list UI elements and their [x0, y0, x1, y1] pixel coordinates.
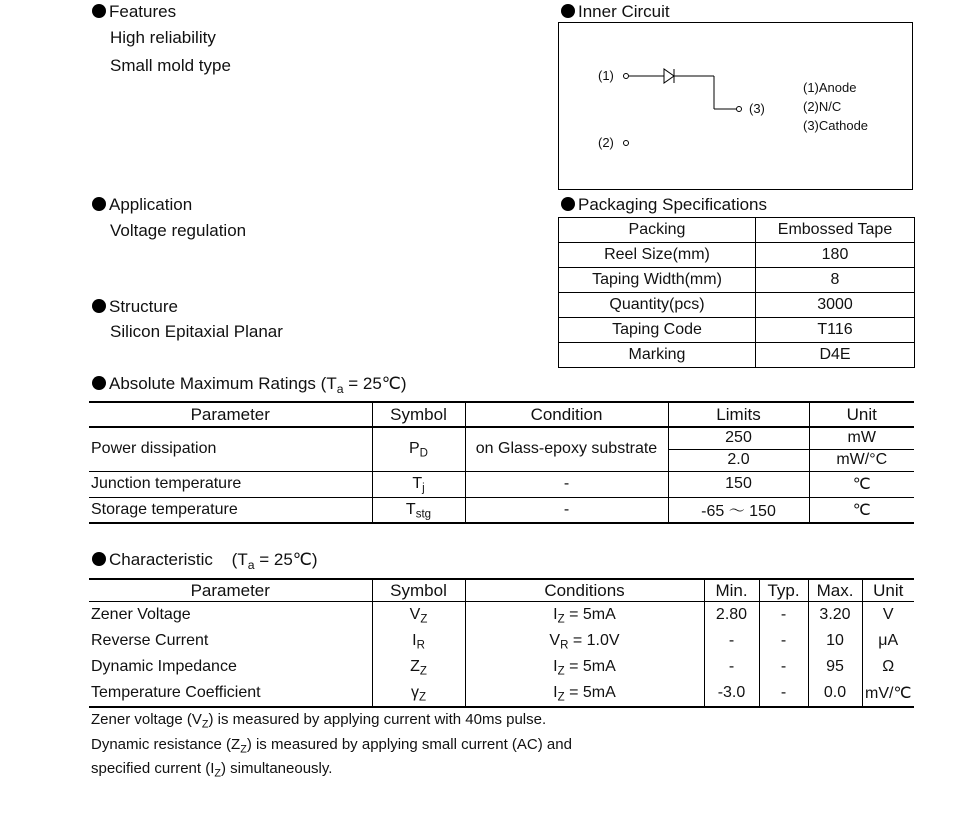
typ-cell: -: [759, 628, 808, 654]
cond-sub: a: [336, 381, 344, 396]
symbol-text: I: [412, 632, 417, 649]
note-text: ) simultaneously.: [221, 760, 333, 777]
features-heading-text: Features: [109, 2, 177, 21]
param-cell: Storage temperature: [89, 497, 372, 523]
limit-cell: 250: [668, 427, 809, 449]
condition-cell: [465, 654, 704, 680]
amr-heading-text: Absolute Maximum Ratings: [109, 374, 316, 393]
symbol-sub: Z: [419, 665, 427, 678]
legend-anode: (1)Anode: [803, 80, 857, 95]
min-cell: -3.0: [704, 680, 759, 707]
column-header: Limits: [668, 402, 809, 427]
min-cell: -: [704, 654, 759, 680]
cond-sub: Z: [557, 613, 565, 626]
column-header: Condition: [465, 402, 668, 427]
note-line: [91, 736, 572, 756]
column-header: Max.: [808, 579, 862, 602]
symbol-sub: D: [419, 447, 428, 460]
note-sub: Z: [240, 743, 247, 756]
column-header: Min.: [704, 579, 759, 602]
bullet-icon: [92, 299, 106, 313]
features-heading: [92, 2, 176, 22]
symbol-cell: [372, 602, 465, 629]
table-cell: Quantity(pcs): [559, 293, 756, 318]
cond-suffix: = 25℃): [254, 550, 318, 569]
symbol-cell: [372, 427, 465, 471]
condition-cell: [465, 628, 704, 654]
symbol-sub: stg: [415, 508, 432, 521]
symbol-cell: [372, 680, 465, 707]
typ-cell: -: [759, 680, 808, 707]
application-heading: [92, 195, 192, 215]
legend-nc: (2)N/C: [803, 99, 842, 114]
table-row: [89, 497, 914, 523]
symbol-sub: R: [416, 639, 425, 652]
unit-cell: mW/°C: [809, 449, 914, 471]
limit-cell: -65 ～ 150: [668, 497, 809, 523]
cond-text: = 5mA: [564, 606, 616, 623]
note-text: ) is measured by applying current with 40ms pulse.: [208, 711, 547, 728]
param-cell: Temperature Coefficient: [89, 680, 372, 707]
structure-heading: [92, 297, 178, 317]
column-header: Parameter: [89, 402, 372, 427]
packaging-heading-text: Packaging Specifications: [578, 195, 768, 214]
note-text: specified current (I: [91, 760, 215, 777]
packaging-table: [558, 217, 915, 368]
table-row: [559, 218, 915, 243]
symbol-cell: [372, 497, 465, 523]
condition-cell: [465, 680, 704, 707]
cond-text: I: [553, 684, 558, 701]
param-cell: Dynamic Impedance: [91, 658, 237, 675]
table-row: [559, 318, 915, 343]
unit-cell: μA: [862, 628, 914, 654]
feature-item: Small mold type: [110, 56, 231, 75]
amr-condition: [320, 374, 407, 396]
condition-cell: [465, 602, 704, 629]
cond-sub: R: [560, 639, 569, 652]
table-row: [89, 427, 914, 449]
column-header: Unit: [809, 402, 914, 427]
structure-heading-text: Structure: [109, 297, 178, 316]
symbol-sub: Z: [420, 613, 428, 626]
table-cell: 180: [756, 243, 915, 268]
max-cell: 0.0: [808, 680, 862, 707]
table-row: [89, 602, 914, 629]
limit-cell: 150: [668, 471, 809, 497]
table-cell: D4E: [756, 343, 915, 368]
limit-cell: 2.0: [668, 449, 809, 471]
cond-sub: Z: [557, 691, 565, 704]
bullet-icon: [561, 4, 575, 18]
table-cell: 3000: [756, 293, 915, 318]
inner-circuit-diagram: [558, 22, 913, 190]
table-row: [89, 654, 914, 680]
min-cell: -: [704, 628, 759, 654]
min-cell: 2.80: [704, 602, 759, 629]
feature-item: High reliability: [110, 28, 216, 47]
table-cell: Embossed Tape: [756, 218, 915, 243]
table-row: [559, 268, 915, 293]
characteristic-table: [89, 578, 914, 708]
note-line: [91, 711, 547, 731]
column-header: Symbol: [372, 579, 465, 602]
note-sub: Z: [214, 767, 221, 780]
max-cell: 10: [808, 628, 862, 654]
table-header-row: [89, 402, 914, 427]
symbol-cell: [372, 471, 465, 497]
note-sub: Z: [201, 718, 209, 731]
param-cell: Junction temperature: [89, 471, 372, 497]
cond-text: = 1.0V: [568, 632, 620, 649]
table-row: [559, 343, 915, 368]
unit-cell: mW: [809, 427, 914, 449]
pin2-label: (2): [598, 135, 614, 150]
param-cell: Power dissipation: [91, 440, 217, 458]
amr-table: [89, 401, 914, 524]
symbol-text: T: [405, 500, 416, 518]
symbol-text: P: [409, 440, 420, 458]
condition-cell: -: [465, 471, 668, 497]
table-row: [559, 293, 915, 318]
typ-cell: -: [759, 602, 808, 629]
column-header: Typ.: [759, 579, 808, 602]
symbol-text: T: [412, 475, 423, 492]
cond-text: V: [549, 632, 561, 649]
cond-text: = 5mA: [564, 684, 616, 701]
note-text: Dynamic resistance (Z: [91, 736, 241, 753]
cond-suffix: = 25℃): [343, 374, 407, 393]
inner-circuit-heading: [561, 2, 670, 22]
unit-cell: ℃: [809, 497, 914, 523]
note-text: ) is measured by applying small current (AC) and: [246, 736, 572, 753]
symbol-text: Z: [410, 658, 420, 675]
max-cell: 95: [808, 654, 862, 680]
table-row: [89, 680, 914, 707]
note-line: [91, 760, 333, 780]
bullet-icon: [92, 376, 106, 390]
characteristic-heading-text: Characteristic: [109, 550, 213, 569]
cond-text: = 5mA: [564, 658, 616, 675]
column-header: Conditions: [465, 579, 704, 602]
symbol-cell: [372, 628, 465, 654]
table-cell: Reel Size(mm): [559, 243, 756, 268]
max-cell: 3.20: [808, 602, 862, 629]
bullet-icon: [561, 197, 575, 211]
cond-sub: Z: [557, 665, 565, 678]
table-cell: Taping Width(mm): [559, 268, 756, 293]
cond-text: I: [553, 606, 558, 623]
bullet-icon: [92, 4, 106, 18]
symbol-sub: Z: [418, 691, 427, 704]
legend-cathode: (3)Cathode: [803, 118, 869, 133]
characteristic-heading: [92, 550, 318, 570]
column-header: Unit: [862, 579, 914, 602]
unit-cell: V: [862, 602, 914, 629]
pin3-label: (3): [749, 101, 765, 116]
table-cell: Packing: [559, 218, 756, 243]
unit-cell: mV/℃: [862, 680, 914, 707]
application-text: Voltage regulation: [110, 221, 247, 240]
diode-schematic-icon: [559, 23, 914, 191]
packaging-heading: [561, 195, 767, 215]
column-header: Symbol: [372, 402, 465, 427]
symbol-text: V: [409, 606, 421, 623]
table-cell: 8: [756, 268, 915, 293]
note-text: Zener voltage (V: [91, 711, 202, 728]
cond-prefix: (T: [231, 550, 248, 569]
symbol-cell: [372, 654, 465, 680]
symbol-text: γ: [410, 684, 419, 701]
cond-sub: a: [247, 557, 255, 572]
condition-cell: on Glass-epoxy substrate: [465, 427, 668, 471]
characteristic-condition: [231, 550, 318, 572]
cond-text: I: [553, 658, 558, 675]
symbol-sub: j: [422, 482, 425, 495]
condition-cell: -: [465, 497, 668, 523]
cond-prefix: (T: [320, 374, 337, 393]
structure-text: Silicon Epitaxial Planar: [110, 322, 283, 341]
table-cell: Taping Code: [559, 318, 756, 343]
inner-circuit-heading-text: Inner Circuit: [578, 2, 670, 21]
pin1-label: (1): [598, 68, 614, 83]
table-cell: Marking: [559, 343, 756, 368]
bullet-icon: [92, 197, 106, 211]
table-header-row: [89, 579, 914, 602]
column-header: Parameter: [89, 579, 372, 602]
typ-cell: -: [759, 654, 808, 680]
table-row: [89, 628, 914, 654]
param-cell: Reverse Current: [91, 632, 209, 649]
unit-cell: ℃: [809, 471, 914, 497]
unit-cell: Ω: [862, 654, 914, 680]
application-heading-text: Application: [109, 195, 193, 214]
table-cell: T116: [756, 318, 915, 343]
param-cell: Zener Voltage: [91, 606, 191, 623]
table-row: [89, 471, 914, 497]
amr-heading: [92, 374, 407, 394]
table-row: [559, 243, 915, 268]
bullet-icon: [92, 552, 106, 566]
